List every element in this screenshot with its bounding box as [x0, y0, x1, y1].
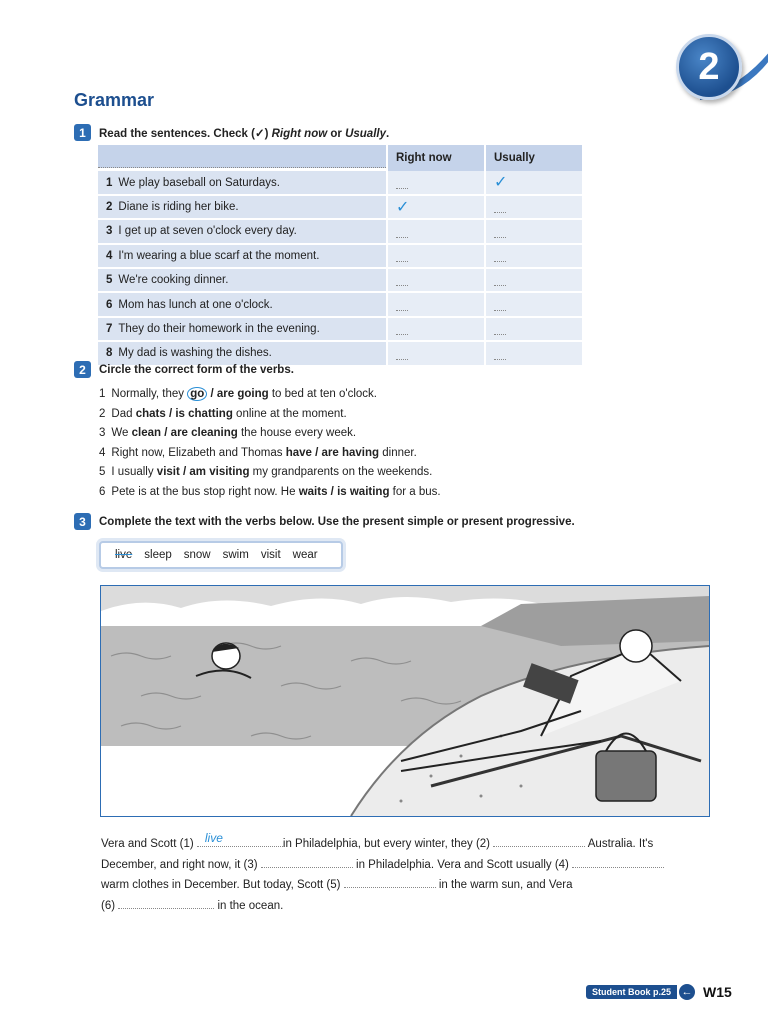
table-row	[98, 268, 582, 292]
sentence-cell	[98, 268, 387, 292]
unit-number: 2	[698, 45, 720, 88]
verb-option[interactable]: are going	[216, 388, 269, 400]
blank-line	[494, 237, 506, 238]
check-cell-right-now[interactable]	[387, 219, 485, 243]
blank-line	[396, 310, 408, 311]
table-row	[98, 195, 582, 219]
table-row	[98, 244, 582, 268]
col-header-right-now: Right now	[387, 145, 485, 171]
sentence-cell	[98, 317, 387, 341]
sentence-cell	[98, 244, 387, 268]
item-number: 3	[106, 225, 113, 238]
answer-1: live	[204, 831, 223, 845]
col-header-usually: Usually	[485, 145, 582, 171]
table-row	[98, 317, 582, 341]
word-option: wear	[292, 549, 318, 561]
list-item: 2 Dad chats / is chatting online at the moment.	[99, 407, 347, 420]
ex2-number: 2	[74, 361, 91, 378]
blank-line	[396, 188, 408, 189]
verb-option[interactable]: chats	[135, 407, 166, 420]
check-mark-icon: ✓	[396, 198, 410, 216]
verb-option[interactable]: visit	[156, 466, 180, 479]
sentence-text: I get up at seven o'clock every day.	[118, 225, 297, 238]
list-item: 3 We clean / are cleaning the house every week.	[99, 427, 357, 440]
ex2-instruction: Circle the correct form of the verbs.	[99, 363, 294, 376]
ex1-number: 1	[74, 124, 91, 141]
answer-blank-6[interactable]	[118, 896, 214, 909]
sentence-cell	[98, 195, 387, 219]
verb-option[interactable]: am visiting	[189, 466, 250, 479]
answer-blank-5[interactable]	[344, 875, 436, 888]
check-cell-right-now[interactable]	[387, 268, 485, 292]
verb-option[interactable]: waits	[298, 485, 328, 498]
back-arrow-icon[interactable]: ←	[679, 984, 695, 1000]
ex1-instruction: Read the sentences. Check (✓) Right now or Usually.	[99, 127, 390, 140]
answer-blank-4[interactable]	[572, 855, 664, 868]
table-header-blank	[98, 145, 386, 168]
word-option: swim	[222, 549, 249, 561]
sentence-text: We're cooking dinner.	[118, 274, 229, 287]
answer-blank-2[interactable]	[493, 834, 585, 847]
section-title: Grammar	[74, 90, 155, 110]
check-cell-usually[interactable]	[485, 292, 582, 316]
sentence-text: Mom has lunch at one o'clock.	[118, 298, 273, 311]
item-number: 6	[106, 298, 113, 311]
blank-line	[396, 359, 408, 360]
blank-line	[494, 212, 506, 213]
blank-line	[494, 359, 506, 360]
item-number: 7	[106, 322, 113, 335]
check-cell-usually[interactable]	[485, 219, 582, 243]
unit-badge	[676, 34, 742, 100]
ex2-list	[99, 385, 441, 503]
verb-option[interactable]: go	[187, 387, 207, 401]
ex3-number: 3	[74, 513, 91, 530]
table-row	[98, 219, 582, 243]
check-cell-right-now[interactable]	[387, 171, 485, 194]
check-cell-right-now[interactable]	[387, 317, 485, 341]
blank-line	[494, 285, 506, 286]
sentence-cell	[98, 171, 387, 194]
sentence-cell	[98, 292, 387, 316]
check-mark-icon: ✓	[494, 174, 508, 192]
ex2-heading	[74, 361, 294, 378]
item-number: 5	[106, 274, 113, 287]
verb-option[interactable]: have	[285, 446, 312, 459]
student-book-ref[interactable]: Student Book p.25	[586, 985, 677, 999]
list-item: 4 Right now, Elizabeth and Thomas have / are having dinner.	[99, 446, 417, 459]
verb-option[interactable]: clean	[131, 427, 162, 440]
sentence-text: Diane is riding her bike.	[118, 200, 239, 213]
word-option: live	[115, 549, 133, 561]
item-number: 1	[106, 176, 113, 189]
blank-line	[396, 261, 408, 262]
check-cell-usually[interactable]	[485, 268, 582, 292]
sentence-text: We play baseball on Saturdays.	[118, 176, 280, 189]
sentence-text: My dad is washing the dishes.	[118, 347, 272, 360]
blank-line	[396, 237, 408, 238]
verb-option[interactable]: are cleaning	[170, 427, 238, 440]
word-option: visit	[260, 549, 281, 561]
blank-line	[494, 334, 506, 335]
footer	[586, 984, 732, 1000]
sentence-cell	[98, 219, 387, 243]
item-number: 4	[106, 249, 113, 262]
check-cell-right-now[interactable]	[387, 244, 485, 268]
check-cell-usually[interactable]	[485, 341, 582, 365]
ex1-table	[98, 145, 582, 367]
check-cell-usually[interactable]	[485, 317, 582, 341]
check-cell-right-now[interactable]	[387, 292, 485, 316]
sentence-text: They do their homework in the evening.	[118, 322, 320, 335]
check-cell-usually[interactable]	[485, 171, 582, 194]
blank-line	[494, 261, 506, 262]
list-item: 1 Normally, they go / are going to bed at ten o'clock.	[99, 388, 377, 400]
sentence-text: I'm wearing a blue scarf at the moment.	[118, 249, 320, 262]
blank-line	[494, 310, 506, 311]
table-row	[98, 292, 582, 316]
verb-option[interactable]: is waiting	[337, 485, 390, 498]
word-option: sleep	[144, 549, 172, 561]
answer-blank-1[interactable]	[197, 831, 283, 847]
ex3-text: Vera and Scott (1) live in Philadelphia, but every winter, they (2) Australia. It's December, and right now, it (3) in Philadelphia. Vera and Scott usually (4) warm clothes in December. But today, Scott (5) in the warm sun, and Vera (6) in the ocean.	[101, 834, 711, 917]
list-item: 6 Pete is at the bus stop right now. He waits / is waiting for a bus.	[99, 485, 441, 498]
blank-line	[396, 285, 408, 286]
ex3-heading	[74, 513, 575, 530]
check-cell-usually[interactable]	[485, 195, 582, 219]
ex3-instruction: Complete the text with the verbs below. Use the present simple or present progressive.	[99, 515, 575, 528]
verb-option[interactable]: is chatting	[175, 407, 233, 420]
page-number: W15	[703, 984, 732, 1000]
word-option: snow	[183, 549, 211, 561]
answer-blank-3[interactable]	[261, 855, 353, 868]
item-number: 2	[106, 200, 113, 213]
check-cell-usually[interactable]	[485, 244, 582, 268]
blank-line	[396, 334, 408, 335]
list-item: 5 I usually visit / am visiting my grandparents on the weekends.	[99, 466, 433, 479]
table-row	[98, 171, 582, 194]
beach-illustration	[100, 585, 710, 817]
word-box	[99, 541, 343, 569]
check-cell-right-now[interactable]	[387, 195, 485, 219]
verb-option[interactable]: are having	[321, 446, 380, 459]
ex1-heading	[74, 124, 389, 141]
item-number: 8	[106, 347, 113, 360]
check-cell-right-now[interactable]	[387, 341, 485, 365]
